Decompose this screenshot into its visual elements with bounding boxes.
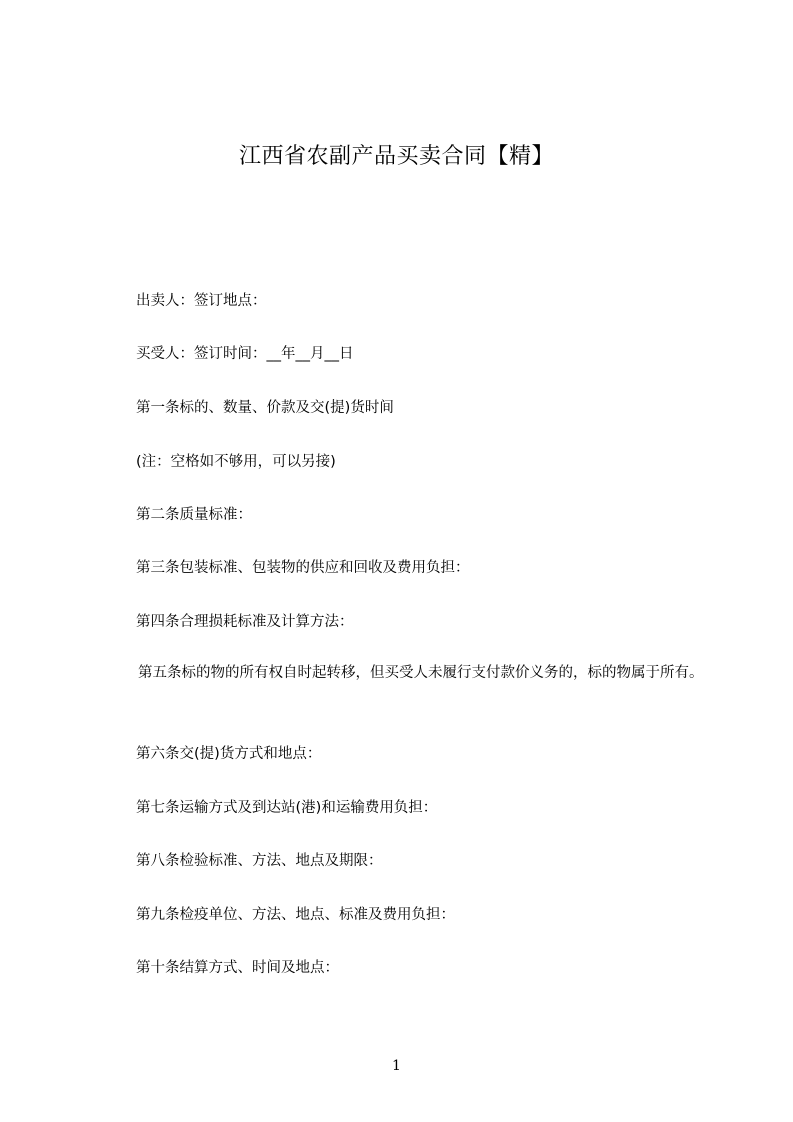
article-8: 第八条检验标准、方法、地点及期限： [136,853,383,869]
article-10: 第十条结算方式、时间及地点： [136,960,339,976]
buyer-line: 买受人：签订时间：__年__月__日 [136,346,354,362]
article-9: 第九条检疫单位、方法、地点、标准及费用负担： [136,907,455,923]
document-title: 江西省农副产品买卖合同【精】 [238,144,554,169]
page-number: 1 [392,1058,401,1074]
seller-line: 出卖人：签订地点： [136,293,267,309]
article-1: 第一条标的、数量、价款及交(提)货时间 [136,400,394,416]
article-5: 第五条标的物的所有权自时起转移，但买受人未履行支付款价义务的，标的物属于所有。 [138,665,704,681]
article-2: 第二条质量标准： [136,507,252,523]
article-6: 第六条交(提)货方式和地点： [136,746,322,762]
note-line: (注：空格如不够用，可以另接) [136,454,336,470]
article-7: 第七条运输方式及到达站(港)和运输费用负担： [136,800,438,816]
article-4: 第四条合理损耗标准及计算方法： [136,614,354,630]
article-3: 第三条包装标准、包装物的供应和回收及费用负担： [136,560,470,576]
